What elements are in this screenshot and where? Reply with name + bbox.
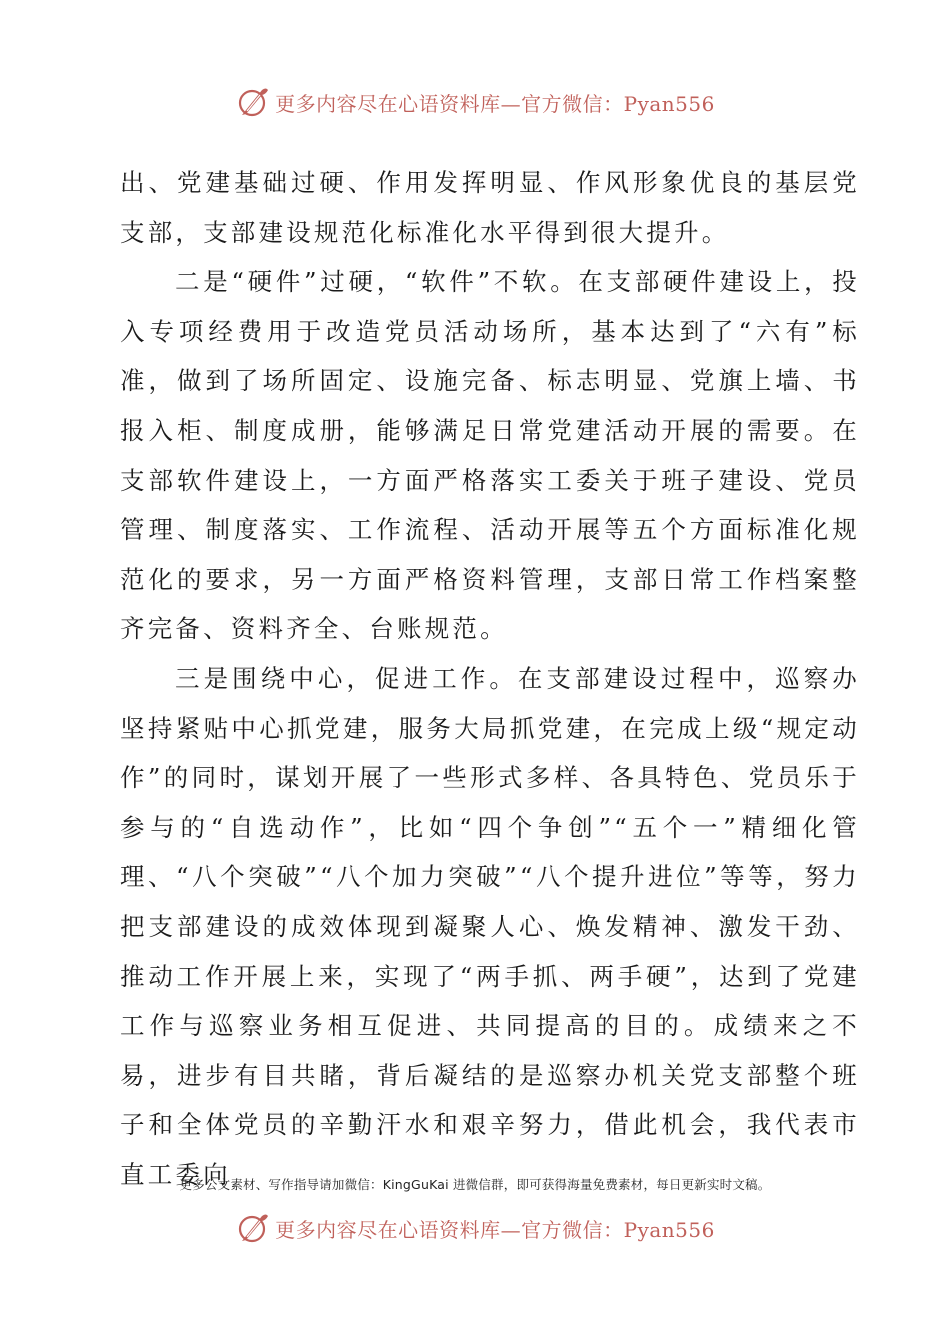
footer-note: 更多公文素材、写作指导请加微信：KingGuKai 进微信群，即可获得海量免费素材，每日更新实时文稿。	[179, 1177, 771, 1192]
header-watermark-text: 更多内容尽在心语资料库—官方微信：Pyan556	[275, 91, 715, 116]
header-watermark-inner	[235, 84, 715, 120]
feather-pen-logo-icon	[235, 1210, 271, 1246]
feather-pen-logo-icon	[235, 84, 271, 120]
header-watermark-banner	[0, 82, 950, 122]
footer-watermark-inner	[235, 1210, 715, 1246]
footer-watermark-text: 更多内容尽在心语资料库—官方微信：Pyan556	[275, 1217, 715, 1242]
footer-watermark-banner	[0, 1208, 950, 1248]
body-paragraph-focus-center: 三是围绕中心，促进工作。在支部建设过程中，巡察办坚持紧贴中心抓党建，服务大局抓党建，在完成上级“规定动作”的同时，谋划开展了一些形式多样、各具特色、党员乐于参与的“自选动作”，比如“四个争创”“五个一”精细化管理、“八个突破”“八个加力突破”“八个提升进位”等等，努力把支部建设的成效体现到凝聚人心、焕发精神、激发干劲、推动工作开展上来，实现了“两手抓、两手硬”，达到了党建工作与巡察业务相互促进、共同提高的目的。成绩来之不易，进步有目共睹，背后凝结的是巡察办机关党支部整个班子和全体党员的辛勤汗水和艰辛努力，借此机会，我代表市直工委向	[120, 663, 860, 1189]
body-paragraph-hardware-software: 二是“硬件”过硬，“软件”不软。在支部硬件建设上，投入专项经费用于改造党员活动场所，基本达到了“六有”标准，做到了场所固定、设施完备、标志明显、党旗上墙、书报入柜、制度成册，能够满足日常党建活动开展的需要。在支部软件建设上，一方面严格落实工委关于班子建设、党员管理、制度落实、工作流程、活动开展等五个方面标准化规范化的要求，另一方面严格资料管理，支部日常工作档案整齐完备、资料齐全、台账规范。	[120, 267, 860, 644]
document-body	[120, 158, 860, 1199]
body-paragraph-continuation: 出、党建基础过硬、作用发挥明显、作风形象优良的基层党支部，支部建设规范化标准化水平得到很大提升。	[120, 168, 860, 247]
